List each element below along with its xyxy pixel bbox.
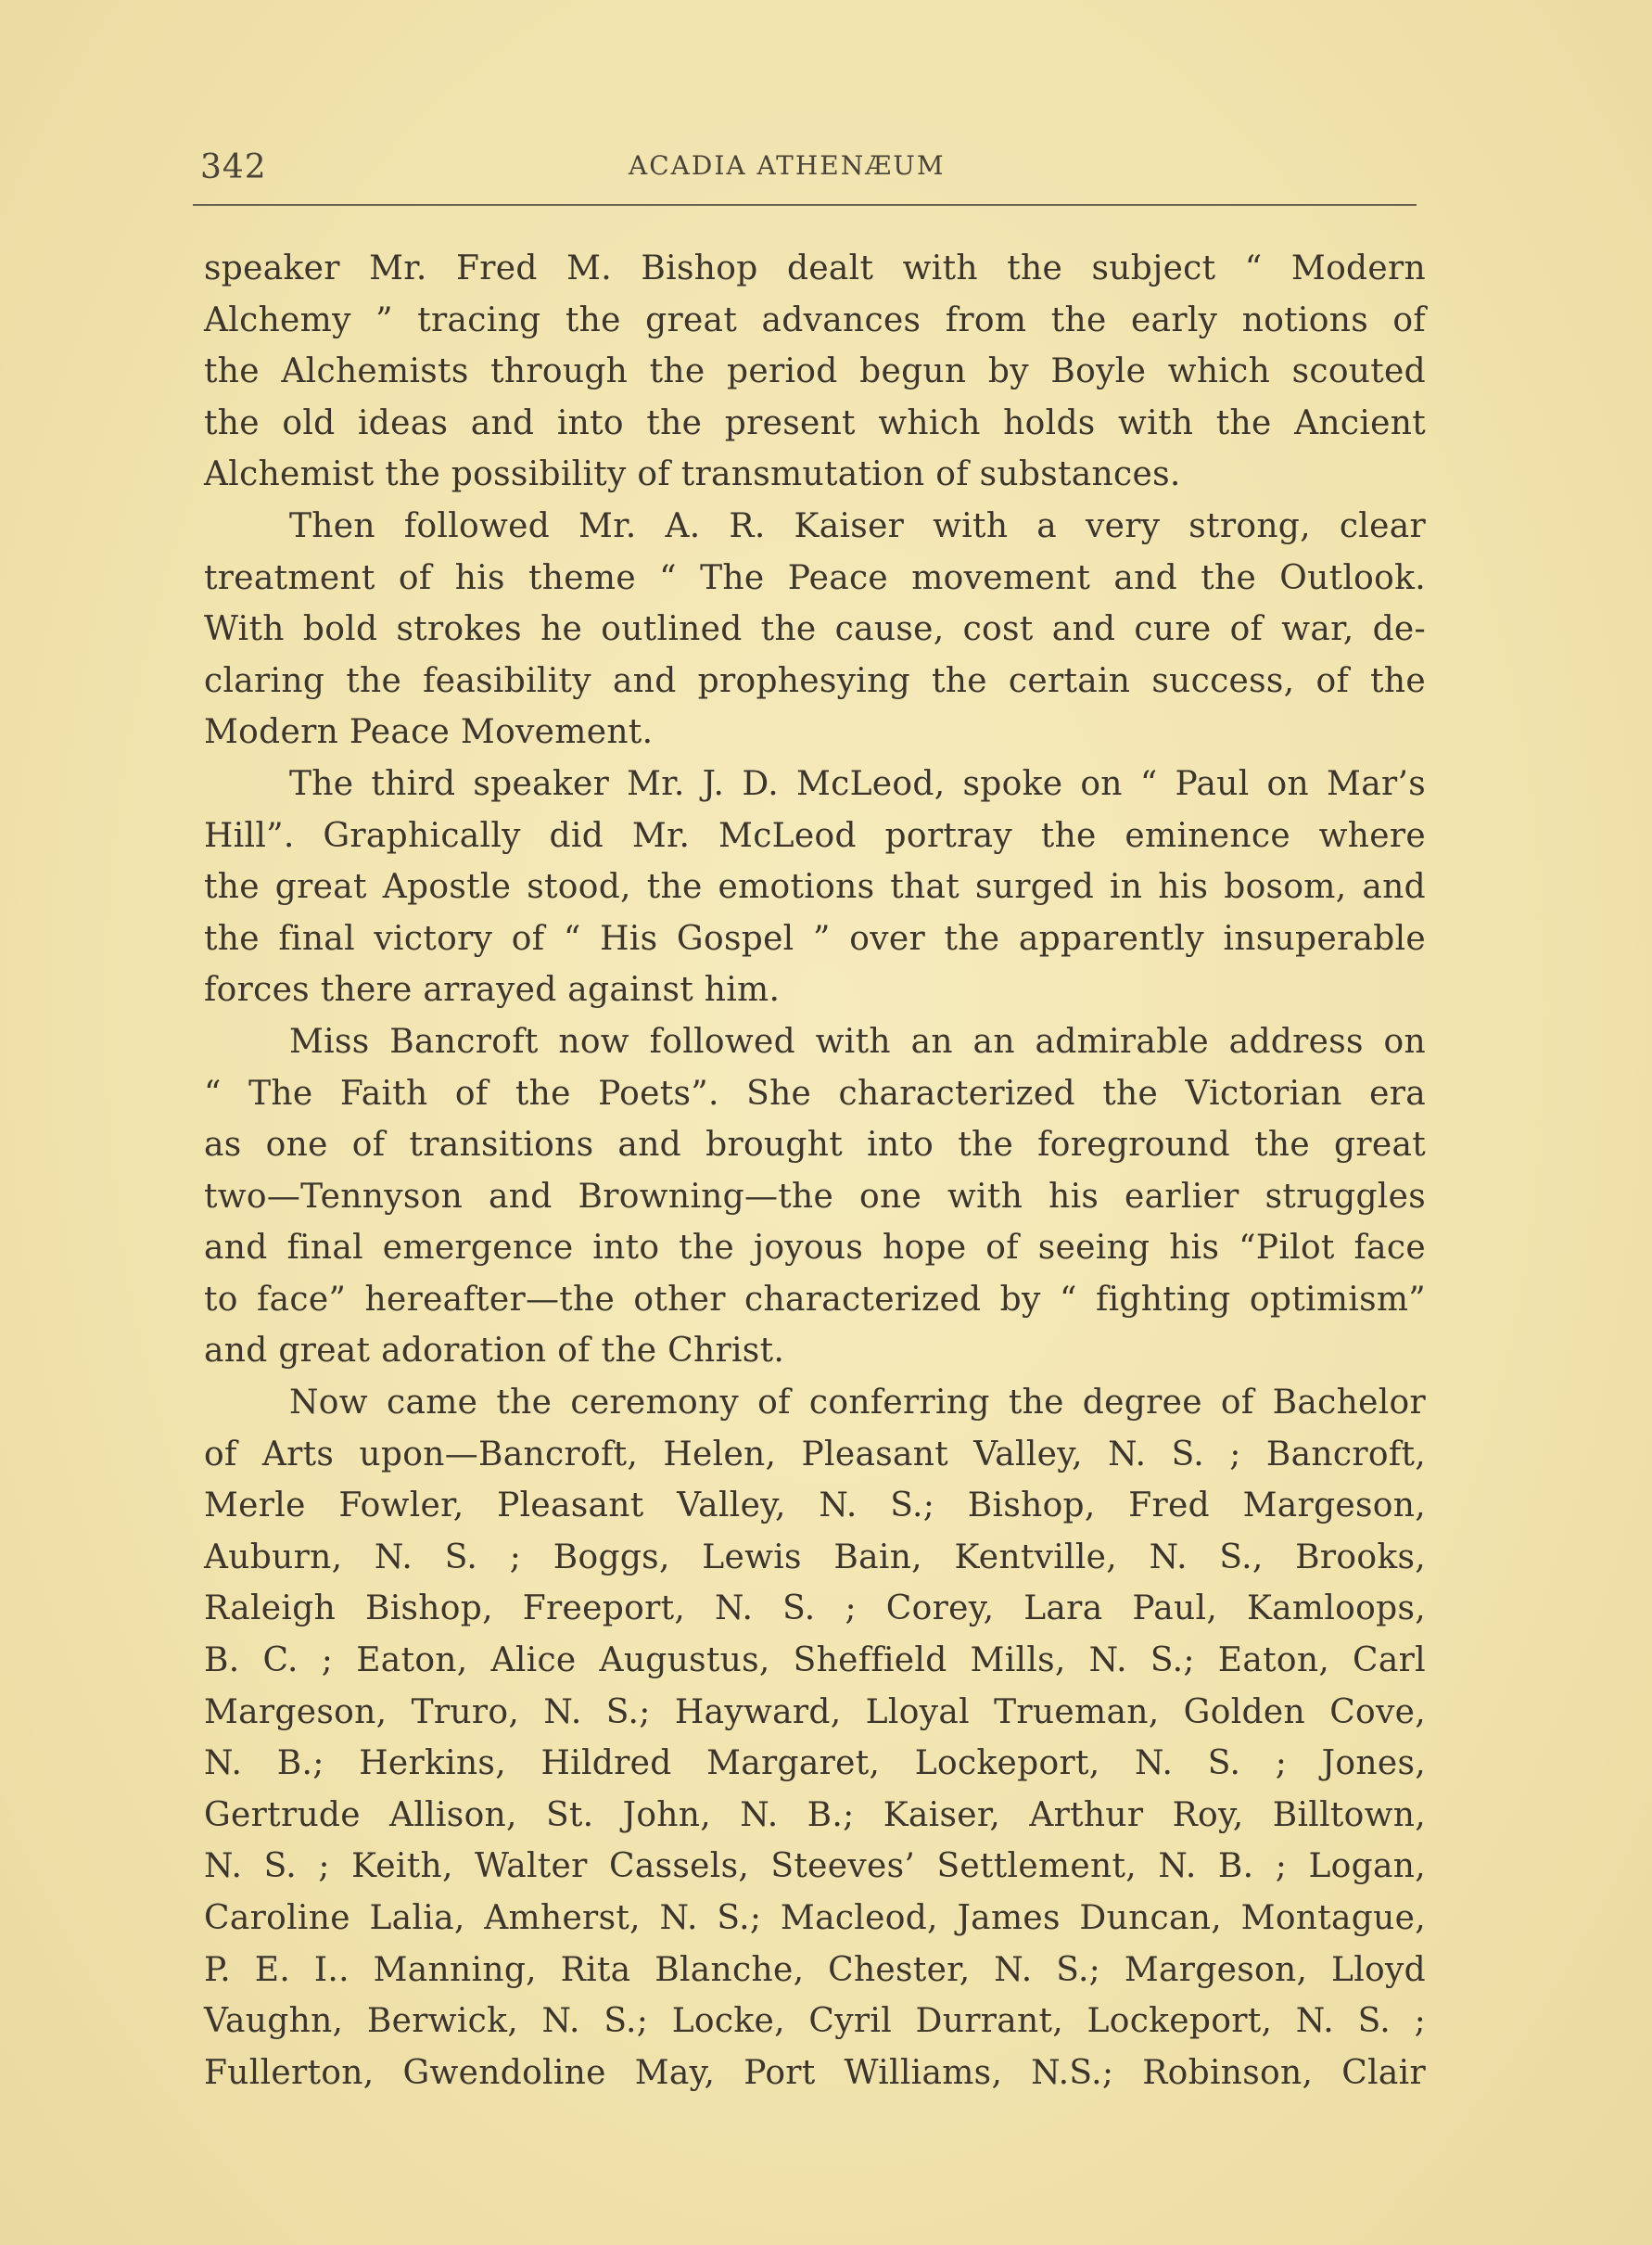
header-rule [193,204,1417,206]
text-line: Gertrude Allison, St. John, N. B.; Kaiser, Arthur Roy, Billtown, [204,1795,1426,1834]
text-line: Now came the ceremony of conferring the degree of Bachelor [289,1384,1426,1422]
text-line: the final victory of “ His Gospel ” over the apparently insuperable [204,919,1426,958]
text-line: treatment of his theme “ The Peace movement and the Outlook. [204,558,1426,597]
text-line: P. E. I.. Manning, Rita Blanche, Chester, N. S.; Margeson, Lloyd [204,1950,1426,1989]
text-line: Hill”. Graphically did Mr. McLeod portray the eminence where [204,816,1426,855]
text-line: Merle Fowler, Pleasant Valley, N. S.; Bishop, Fred Margeson, [204,1486,1426,1525]
text-line: and final emergence into the joyous hope of seeing his “Pilot face [204,1229,1426,1268]
page-header [193,139,1417,213]
text-line: Alchemist the possibility of transmutation of substances. [204,455,1181,494]
text-line: N. B.; Herkins, Hildred Margaret, Lockeport, N. S. ; Jones, [204,1744,1426,1783]
text-line: two—Tennyson and Browning—the one with his earlier struggles [204,1177,1426,1216]
text-line: Then followed Mr. A. R. Kaiser with a very strong, clear [289,506,1426,545]
text-line: B. C. ; Eaton, Alice Augustus, Sheffield Mills, N. S.; Eaton, Carl [204,1641,1426,1680]
text-line: the Alchemists through the period begun by Boyle which scouted [204,352,1426,391]
text-line: and great adoration of the Christ. [204,1332,785,1371]
text-line: Margeson, Truro, N. S.; Hayward, Lloyal Trueman, Golden Cove, [204,1692,1426,1731]
text-line: Alchemy ” tracing the great advances from the early notions of [204,300,1426,339]
text-line: Fullerton, Gwendoline May, Port Williams, N.S.; Robinson, Clair [204,2053,1426,2092]
text-line: Raleigh Bishop, Freeport, N. S. ; Corey, Lara Paul, Kamloops, [204,1589,1426,1628]
text-line: Vaughn, Berwick, N. S.; Locke, Cyril Durrant, Lockeport, N. S. ; [204,2002,1426,2041]
text-line: Miss Bancroft now followed with an an admirable address on [289,1022,1426,1061]
running-head: ACADIA ATHENÆUM [629,150,946,181]
text-line: Modern Peace Movement. [204,713,654,752]
body-text [204,243,1426,2098]
text-line: Caroline Lalia, Amherst, N. S.; Macleod, James Duncan, Montague, [204,1899,1426,1937]
text-line: The third speaker Mr. J. D. McLeod, spoke on “ Paul on Mar’s [289,764,1426,803]
text-line: to face” hereafter—the other characterized by “ fighting optimism” [204,1280,1426,1319]
text-line: forces there arrayed against him. [204,971,781,1010]
text-line: of Arts upon—Bancroft, Helen, Pleasant Valley, N. S. ; Bancroft, [204,1435,1426,1473]
text-line: “ The Faith of the Poets”. She characterized the Victorian era [204,1074,1426,1113]
text-line: claring the feasibility and prophesying the certain success, of the [204,661,1426,700]
text-line: With bold strokes he outlined the cause, cost and cure of war, de- [204,610,1426,649]
text-line: as one of transitions and brought into the foreground the great [204,1126,1426,1165]
text-line: speaker Mr. Fred M. Bishop dealt with the subject “ Modern [204,249,1426,287]
text-line: the old ideas and into the present which holds with the Ancient [204,403,1426,442]
text-line: N. S. ; Keith, Walter Cassels, Steeves’ Settlement, N. B. ; Logan, [204,1847,1426,1886]
text-line: the great Apostle stood, the emotions that surged in his bosom, and [204,868,1426,907]
page-number: 342 [200,148,267,186]
text-line: Auburn, N. S. ; Boggs, Lewis Bain, Kentville, N. S., Brooks, [204,1537,1426,1576]
